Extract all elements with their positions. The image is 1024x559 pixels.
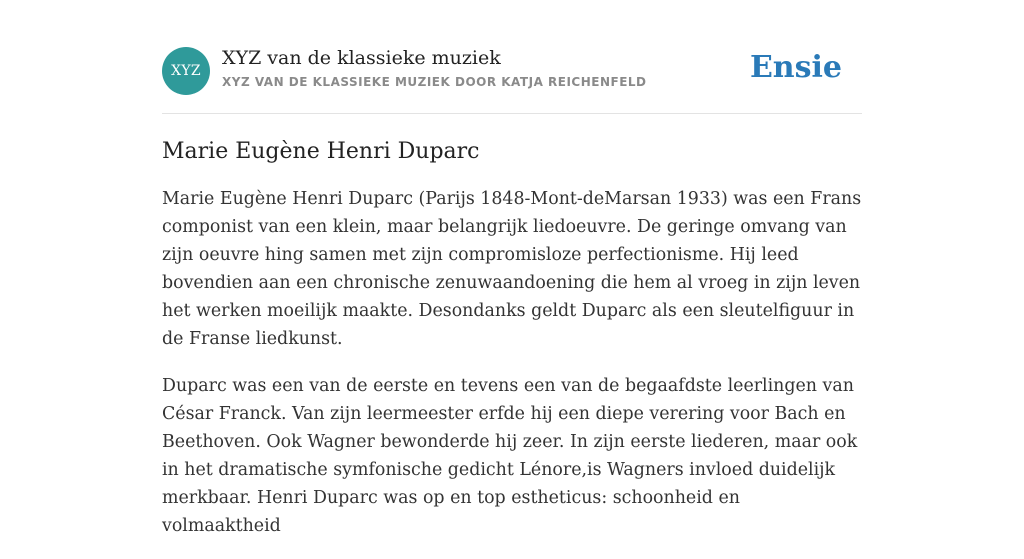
ensie-logo[interactable]: Ensie	[749, 50, 842, 85]
article	[162, 136, 862, 559]
header-divider	[162, 113, 862, 114]
article-paragraph: Marie Eugène Henri Duparc (Parijs 1848-Mont-deMarsan 1933) was een Frans componist van een klein, maar belangrijk liedoeuvre. De geringe omvang van zijn oeuvre hing samen met zijn compromisloze perfectionisme. Hij leed bovendien aan een chronische zenuwaandoening die hem al vroeg in zijn leven het werken moeilijk maakte. Desondanks geldt Duparc als een sleutelfiguur in de Franse liedkunst.	[162, 189, 862, 349]
publication-title[interactable]: XYZ van de klassieke muziek	[222, 47, 501, 69]
publication-header	[162, 46, 862, 96]
publication-avatar[interactable]: XYZ	[162, 47, 210, 95]
publication-subtitle: XYZ VAN DE KLASSIEKE MUZIEK DOOR KATJA REICHENFELD	[222, 75, 647, 89]
article-paragraph: Duparc was een van de eerste en tevens een van de begaafdste leerlingen van César Franck. Van zijn leermeester erfde hij een diepe verering voor Bach en Beethoven. Ook Wagner bewonderde hij zeer. In zijn eerste liederen, maar ook in het dramatische symfonische gedicht Lénore,is Wagners invloed duidelijk merkbaar. Henri Duparc was op en top estheticus: schoonheid en volmaaktheid	[162, 376, 858, 536]
article-title: Marie Eugène Henri Duparc	[162, 139, 480, 164]
